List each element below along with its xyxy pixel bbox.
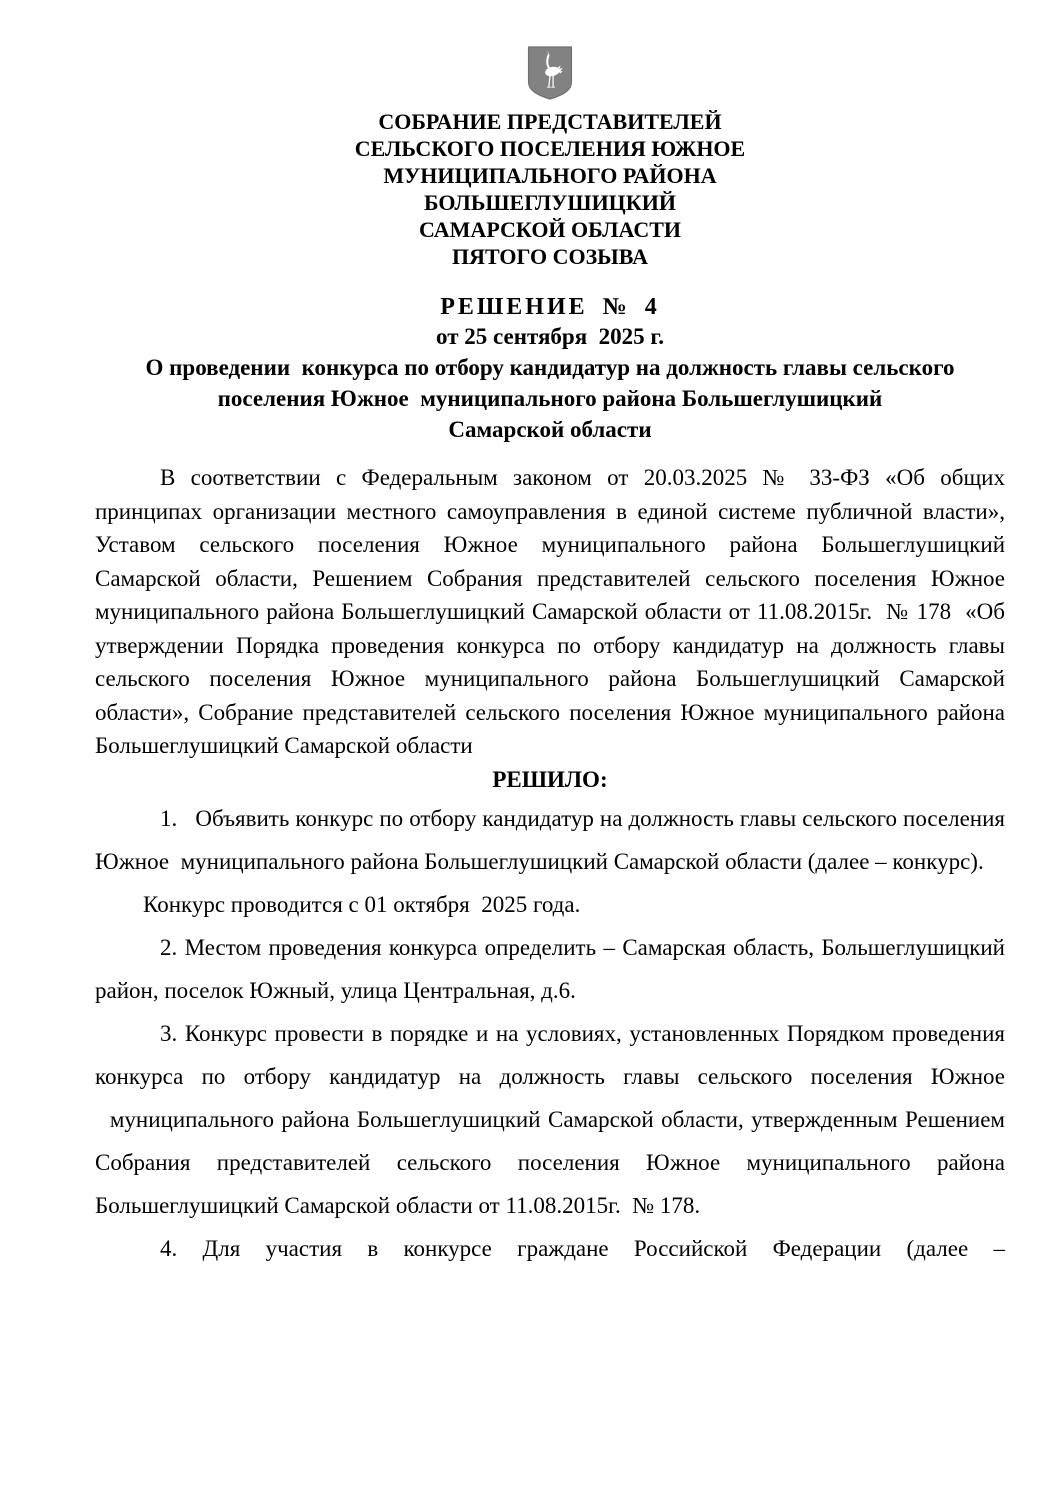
resolution-item-4-partial: 4. Для участия в конкурсе граждане Российской Федерации (далее –: [160, 1235, 1005, 1261]
decision-subject: [95, 352, 1005, 445]
organization-header: [95, 108, 1005, 270]
org-header-line-2: СЕЛЬСКОГО ПОСЕЛЕНИЯ ЮЖНОЕ: [354, 136, 746, 161]
resolution-item-1-note: Конкурс проводится с 01 октября 2025 года.: [143, 891, 581, 917]
org-header-line-3: МУНИЦИПАЛЬНОГО РАЙОНА: [383, 163, 717, 188]
coat-of-arms: [95, 44, 1005, 102]
preamble-paragraph: В соответствии с Федеральным законом от 20.03.2025 № 33-ФЗ «Об общих принципах организации местного самоуправления в единой системе публичной власти», Уставом сельского поселения Южное муниципального района Большеглушицкий Самарской области, Решением Собрания представителей сельского поселения Южное муниципального района Большеглушицкий Самарской области от 11.08.2015г. № 178 «Об утверждении Порядка проведения конкурса по отбору кандидатур на должность главы сельского поселения Южное муниципального района Большеглушицкий Самарской области», Собрание представителей сельского поселения Южное муниципального района Большеглушицкий Самарской области: [95, 465, 1005, 758]
crane-coat-of-arms-icon: [527, 44, 573, 102]
decision-date: от 25 сентября 2025 г.: [436, 324, 664, 349]
resolved-heading: РЕШИЛО:: [492, 766, 608, 792]
org-header-line-6: ПЯТОГО СОЗЫВА: [452, 244, 648, 269]
decision-subject-line-2: поселения Южное муниципального района Большеглушицкий: [217, 386, 883, 411]
decision-number-title: РЕШЕНИЕ № 4: [440, 294, 660, 320]
org-header-line-1: СОБРАНИЕ ПРЕДСТАВИТЕЛЕЙ: [378, 109, 722, 134]
org-header-line-4: БОЛЬШЕГЛУШИЦКИЙ: [424, 190, 676, 215]
resolution-item-3: 3. Конкурс провести в порядке и на условиях, установленных Порядком проведения конкурса по отбору кандидатур на должность главы сельского поселения Южное муниципального района Большеглушицкий Самарской области, утвержденным Решением Собрания представителей сельского поселения Южное муниципального района Большеглушицкий Самарской области от 11.08.2015г. № 178.: [95, 1020, 1005, 1218]
org-header-line-5: САМАРСКОЙ ОБЛАСТИ: [418, 217, 682, 242]
resolution-item-2: 2. Местом проведения конкурса определить – Самарская область, Большеглушицкий район, поселок Южный, улица Центральная, д.6.: [95, 934, 1005, 1003]
decision-subject-line-3: Самарской области: [448, 417, 652, 442]
resolution-item-1: 1. Объявить конкурс по отбору кандидатур на должность главы сельского поселения Южное муниципального района Большеглушицкий Самарской области (далее – конкурс).: [95, 805, 1005, 874]
decision-subject-line-1: О проведении конкурса по отбору кандидатур на должность главы сельского: [145, 355, 955, 380]
